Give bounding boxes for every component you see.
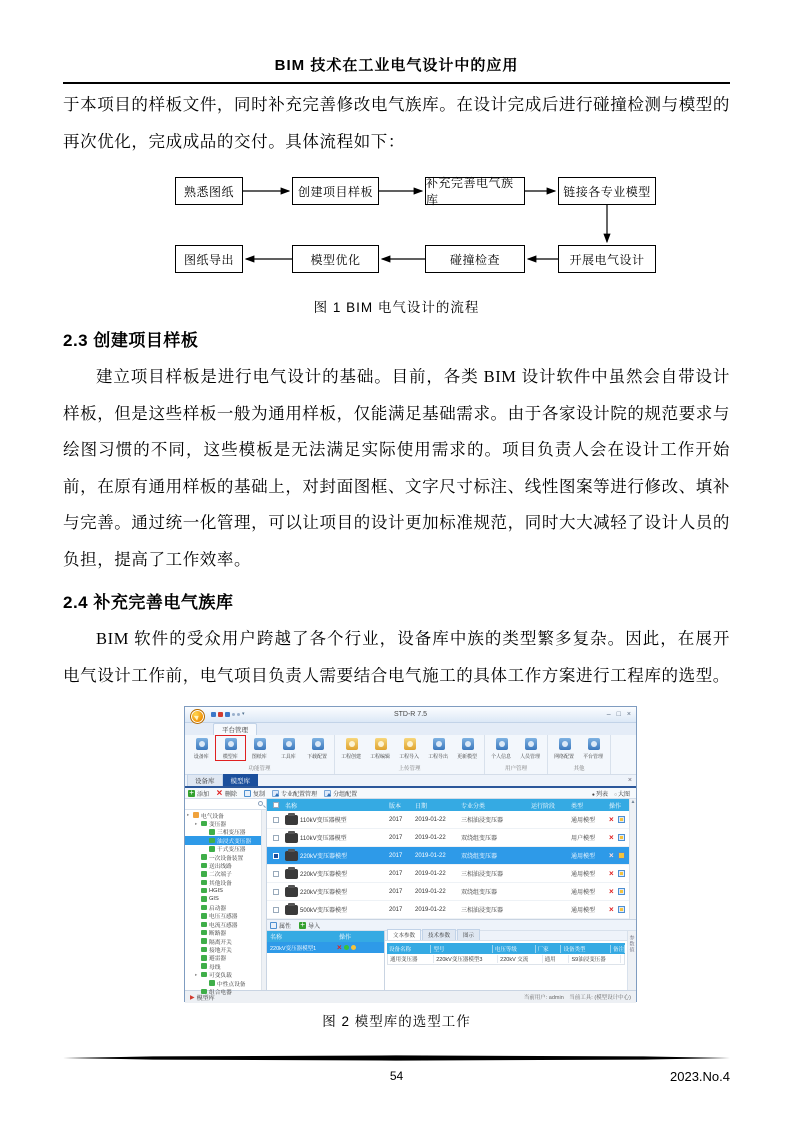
ribbon-button-icon xyxy=(196,738,208,750)
figure1-caption: 图 1 BIM 电气设计的流程 xyxy=(313,300,480,315)
ribbon-button-icon xyxy=(225,738,237,750)
expander-icon[interactable]: ▸ xyxy=(195,971,198,977)
table-row[interactable]: 220kV变压器模型 2017 2019-01-22 双绕组变压器 通用模型 × xyxy=(267,847,629,865)
close-button[interactable]: × xyxy=(626,710,631,718)
tree-item[interactable]: 断路器 xyxy=(185,928,261,936)
tree-item[interactable]: 启动器 xyxy=(185,903,261,911)
model-thumbnail-icon xyxy=(285,815,298,825)
bottom-toolbar-button[interactable]: + 导入 xyxy=(299,921,320,930)
section-heading-2-4: 2.4 补充完善电气族库 xyxy=(63,593,234,612)
chevron-down-icon[interactable]: ▾ xyxy=(242,711,245,717)
table-scrollbar[interactable]: ▲ xyxy=(629,799,636,919)
ribbon-button[interactable]: 设备库 xyxy=(187,736,216,760)
tree-node-icon xyxy=(201,821,207,827)
ribbon-button[interactable]: 人员管理 xyxy=(516,736,545,760)
ribbon-button-icon xyxy=(525,738,537,750)
ribbon-button[interactable]: 个人信息 xyxy=(487,736,516,760)
ribbon-tabstrip xyxy=(185,723,636,735)
maximize-button[interactable]: □ xyxy=(616,710,621,718)
tree-node-icon xyxy=(201,905,207,911)
tree-item[interactable]: 送出线路 xyxy=(185,861,261,869)
flow-step: 创建项目样板 xyxy=(292,177,379,205)
tree-item[interactable]: 母线 xyxy=(185,962,261,970)
tree-node-icon xyxy=(201,930,207,936)
tree-node-icon xyxy=(201,947,207,953)
tree-node-icon xyxy=(201,938,207,944)
toolbar-button[interactable]: 复制 xyxy=(244,789,265,798)
row-checkbox[interactable] xyxy=(273,889,279,895)
model-thumbnail-icon xyxy=(285,905,298,915)
ribbon-button[interactable]: 工程编辑 xyxy=(366,736,395,760)
edit-icon[interactable] xyxy=(618,852,625,859)
parameter-tab[interactable]: 文本参数 xyxy=(387,929,421,940)
app-window xyxy=(184,706,637,1002)
tree-node-icon xyxy=(201,913,207,919)
status-right-text: 当前用户: admin 当前工具: (模型设计中心) xyxy=(523,995,631,1001)
tree-item[interactable]: 接地开关 xyxy=(185,945,261,953)
figure2-screenshot xyxy=(184,706,637,1002)
toolbar-button-icon xyxy=(244,790,251,797)
tree-item[interactable]: 避雷器 xyxy=(185,954,261,962)
ribbon-group-label: 上传管理 xyxy=(398,766,421,772)
delete-icon[interactable]: × xyxy=(609,814,614,824)
tree-item[interactable]: 中性点设备 xyxy=(185,979,261,987)
tree-item[interactable]: 二次端子 xyxy=(185,870,261,878)
ribbon-button-icon xyxy=(559,738,571,750)
tree-item[interactable]: 隔离开关 xyxy=(185,937,261,945)
ribbon-button[interactable]: 工程创建 xyxy=(337,736,366,760)
bottom-toolbar-icon xyxy=(299,922,306,929)
ribbon-group xyxy=(548,735,611,774)
ribbon-button[interactable]: 模型库 xyxy=(216,736,245,760)
flow-step: 链接各专业模型 xyxy=(558,177,656,205)
selected-models-panel: 名称 操作 220kV变压器模型1 × xyxy=(267,931,385,990)
delete-icon[interactable]: × xyxy=(609,868,614,878)
model-thumbnail-icon xyxy=(285,887,298,897)
tree-item[interactable]: 组合电器 xyxy=(185,987,261,995)
row-checkbox[interactable] xyxy=(273,853,279,859)
ribbon-group-label: 功能管理 xyxy=(248,766,271,772)
ribbon-button-icon xyxy=(346,738,358,750)
tree-item[interactable]: ▸ 变压器 xyxy=(195,820,226,828)
row-checkbox[interactable] xyxy=(273,835,279,841)
status-left-text: 模型库 xyxy=(196,995,215,1002)
section-heading-2-3: 2.3 创建项目样板 xyxy=(63,331,199,350)
parameters-panel xyxy=(385,931,636,990)
page-footer xyxy=(63,1048,730,1084)
model-table xyxy=(267,799,629,919)
paragraph-continuation: 于本项目的样板文件，同时补充完善修改电气族库。在设计完成后进行碰撞检测与模型的再次优化，完成成品的交付。具体流程如下： xyxy=(63,95,730,151)
bottom-panel xyxy=(267,919,636,990)
tree-scrollbar[interactable] xyxy=(261,810,266,990)
delete-icon[interactable]: × xyxy=(609,832,614,842)
bottom-toolbar-button[interactable]: 属性 xyxy=(270,921,291,930)
ribbon-button[interactable]: 工程导出 xyxy=(424,736,453,760)
tree-item[interactable]: 三相变压器 xyxy=(185,828,261,836)
status-icon xyxy=(351,945,356,950)
tree-node-icon xyxy=(201,955,207,961)
library-tab[interactable]: 设备库 xyxy=(187,774,223,786)
tree-node-icon xyxy=(201,922,207,928)
tree-node-icon xyxy=(201,880,207,886)
side-vertical-tab[interactable]: 参数值 xyxy=(627,931,636,990)
ribbon-button[interactable]: 平台管理 xyxy=(579,736,608,760)
delete-icon[interactable]: × xyxy=(609,886,614,896)
parameter-tab[interactable]: 技术参数 xyxy=(422,929,456,940)
tree-item[interactable]: 油浸式变压器 xyxy=(185,836,261,844)
edit-icon[interactable] xyxy=(618,834,625,841)
flow-step: 碰撞检查 xyxy=(425,245,525,273)
edit-icon[interactable] xyxy=(618,888,625,895)
status-flag-icon: ▶ xyxy=(190,994,195,1001)
ribbon-button-icon xyxy=(588,738,600,750)
toolbar-button-icon xyxy=(188,790,195,797)
toolbar-button-icon xyxy=(272,790,279,797)
add-icon[interactable] xyxy=(344,945,349,950)
parameter-row[interactable]: 通用变压器 220kV变压器模型3 220kV 交流 通用 S9油浸变压器 xyxy=(387,954,625,965)
parameter-header-row: 设备名称 型号 电压等级 厂家 设备类型 备注 xyxy=(387,943,625,954)
section-2-3-body: 建立项目样板是进行电气设计的基础。目前，各类 BIM 设计软件中虽然会自带设计样板，但是这些样板一般为通用样板，仅能满足基础需求。由于各家设计院的规范要求与绘图习惯的不同，这些模板是无法满足实际使用需求的。项目负责人会在设计工作开始前，在原有通用样板的基础上，对封面图框、文字尺寸标注、线性图案等进行修改、填补与完善。通过统一化管理，可以让项目的设计更加标准规范，同时大大减轻了设计人员的负担，提高了工作效率。 xyxy=(63,367,730,569)
view-large-radio[interactable]: ○ 大图 xyxy=(614,789,630,798)
ribbon-button[interactable]: 图纸库 xyxy=(245,736,274,760)
bottom-toolbar-icon xyxy=(270,922,277,929)
edit-icon[interactable] xyxy=(618,906,625,913)
flow-step: 补充完善电气族库 xyxy=(425,177,525,205)
toolbar-button-icon xyxy=(324,790,331,797)
parameter-tab[interactable]: 图示 xyxy=(457,929,480,940)
window-title: STD-R 7.5 xyxy=(393,711,428,718)
library-toolbar xyxy=(185,788,636,799)
library-tabs xyxy=(185,775,636,788)
flow-step: 模型优化 xyxy=(292,245,379,273)
tree-node-icon xyxy=(201,972,207,978)
tree-node-icon xyxy=(201,896,207,902)
tree-node-icon xyxy=(209,980,215,986)
table-row[interactable]: 110kV变压器模型 2017 2019-01-22 双绕组变压器 用户模型 × xyxy=(267,829,629,847)
ribbon-group xyxy=(485,735,548,774)
issue-label: 2023.No.4 xyxy=(670,1069,730,1084)
toolbar-button[interactable]: × 删除 xyxy=(216,789,237,798)
device-tree-panel xyxy=(185,799,267,996)
selected-model-row[interactable]: 220kV变压器模型1 × xyxy=(267,942,384,953)
select-all-checkbox[interactable] xyxy=(273,802,279,808)
model-thumbnail-icon xyxy=(285,833,298,843)
figure2-caption: 图 2 模型库的选型工作 xyxy=(322,1014,471,1029)
tree-item[interactable]: 电压互感器 xyxy=(185,912,261,920)
page-number: 54 xyxy=(389,1069,404,1083)
ribbon-group-label: 用户管理 xyxy=(504,766,527,772)
ribbon xyxy=(185,735,636,775)
library-tab[interactable]: 模型库 xyxy=(223,774,259,786)
tree-item[interactable]: 干式变压器 xyxy=(185,845,261,853)
table-row[interactable]: 500kV变压器模型 2017 2019-01-22 三相油浸变压器 通用模型 × xyxy=(267,901,629,919)
ribbon-button-icon xyxy=(462,738,474,750)
tree-item[interactable]: 电流互感器 xyxy=(185,920,261,928)
ribbon-group xyxy=(185,735,335,774)
tree-search-input[interactable] xyxy=(185,799,266,810)
toolbar-button[interactable]: 专业配置管理 xyxy=(272,789,317,798)
edit-icon[interactable] xyxy=(618,816,625,823)
search-icon xyxy=(258,801,263,806)
expander-icon[interactable]: ▸ xyxy=(195,820,198,826)
section-2-4-body: BIM 软件的受众用户跨越了各个行业，设备库中族的类型繁多复杂。因此，在展开电气设计工作前，电气项目负责人需要结合电气施工的具体工作方案进行工程库的选型。 xyxy=(63,629,730,685)
flow-step: 熟悉图纸 xyxy=(175,177,243,205)
row-checkbox[interactable] xyxy=(273,817,279,823)
model-thumbnail-icon xyxy=(285,851,298,861)
tree-node-icon xyxy=(209,846,215,852)
toolbar-button-icon xyxy=(216,790,223,797)
delete-icon[interactable]: × xyxy=(337,942,342,952)
tree-node-icon xyxy=(201,963,207,969)
tree-node-icon xyxy=(193,812,199,818)
delete-icon[interactable]: × xyxy=(609,904,614,914)
ribbon-button[interactable]: 网络配置 xyxy=(550,736,579,760)
footer-rule xyxy=(63,1055,730,1061)
ribbon-group xyxy=(335,735,485,774)
ribbon-button[interactable]: 下载配置 xyxy=(303,736,332,760)
view-list-radio[interactable]: ● 列表 xyxy=(592,789,608,798)
tree-node-icon xyxy=(201,863,207,869)
view-switch xyxy=(592,789,636,798)
expander-icon[interactable]: ▸ xyxy=(187,812,190,818)
toolbar-button[interactable]: + 添加 xyxy=(188,789,209,798)
toolbar-button[interactable]: 分组配置 xyxy=(324,789,357,798)
tree-item[interactable]: 其他设备 xyxy=(185,878,261,886)
header-rule xyxy=(63,82,730,84)
table-row[interactable]: 110kV变压器模型 2017 2019-01-22 三相油浸变压器 通用模型 × xyxy=(267,811,629,829)
table-row[interactable]: 220kV变压器模型 2017 2019-01-22 三相油浸变压器 通用模型 × xyxy=(267,865,629,883)
app-menu-button[interactable] xyxy=(190,709,205,724)
flow-step: 图纸导出 xyxy=(175,245,243,273)
title-bar xyxy=(185,707,636,723)
ribbon-button[interactable]: 工具库 xyxy=(274,736,303,760)
ribbon-button-icon xyxy=(283,738,295,750)
table-header-row: 名称 版本 日期 专业分类 运行阶段 类型 操作 xyxy=(267,799,629,811)
device-tree xyxy=(185,810,261,996)
tree-item[interactable]: HGIS xyxy=(185,887,261,895)
ribbon-tab-platform[interactable]: 平台管理 xyxy=(213,723,257,735)
table-row[interactable]: 220kV变压器模型 2017 2019-01-22 双绕组变压器 通用模型 × xyxy=(267,883,629,901)
ribbon-group-label: 其他 xyxy=(573,766,585,772)
ribbon-button-icon xyxy=(312,738,324,750)
ribbon-button-icon xyxy=(254,738,266,750)
tree-item[interactable]: ▸ 电气设备 xyxy=(187,812,224,820)
tree-item[interactable]: GIS xyxy=(185,895,261,903)
tree-node-icon xyxy=(209,829,215,835)
row-checkbox[interactable] xyxy=(273,871,279,877)
tree-item[interactable]: ▸ 可变负载 xyxy=(195,971,232,979)
tree-node-icon xyxy=(201,871,207,877)
tree-node-icon xyxy=(201,888,207,894)
flow-step: 开展电气设计 xyxy=(558,245,656,273)
edit-icon[interactable] xyxy=(618,870,625,877)
ribbon-button[interactable]: 更新模型 xyxy=(453,736,482,760)
row-checkbox[interactable] xyxy=(273,907,279,913)
app-body xyxy=(185,799,636,996)
running-header-title: BIM 技术在工业电气设计中的应用 xyxy=(274,57,519,74)
model-thumbnail-icon xyxy=(285,869,298,879)
panel-close-icon[interactable]: × xyxy=(627,777,632,784)
ribbon-button-icon xyxy=(433,738,445,750)
ribbon-button-icon xyxy=(375,738,387,750)
delete-icon[interactable]: × xyxy=(609,850,614,860)
tree-node-icon xyxy=(201,854,207,860)
ribbon-button-icon xyxy=(404,738,416,750)
ribbon-button-icon xyxy=(496,738,508,750)
ribbon-button[interactable]: 工程导入 xyxy=(395,736,424,760)
tree-node-icon xyxy=(209,838,215,844)
figure1-flowchart xyxy=(63,170,730,292)
tree-item[interactable]: 一次设备装置 xyxy=(185,853,261,861)
minimize-button[interactable]: – xyxy=(606,710,611,718)
